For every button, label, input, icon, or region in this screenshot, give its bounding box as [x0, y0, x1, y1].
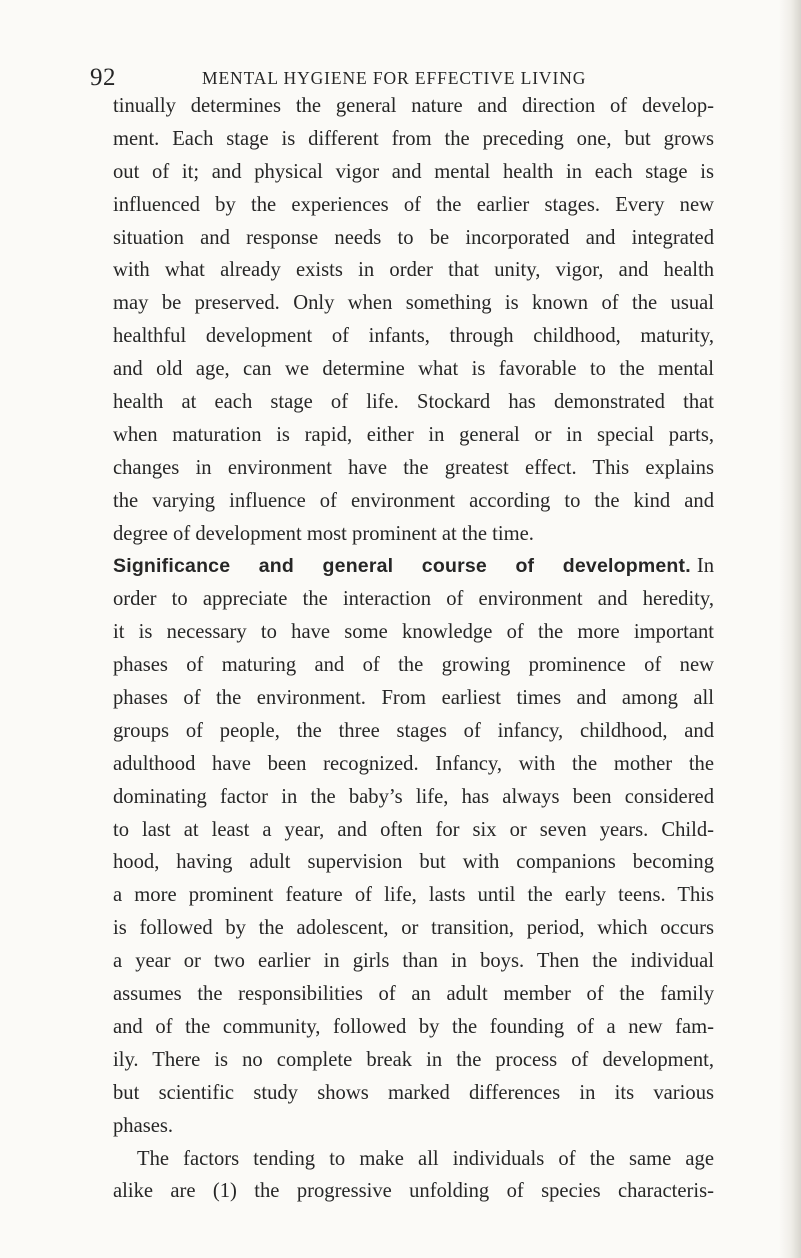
text-line: healthful development of infants, through childhood, maturity,: [113, 325, 714, 348]
section-heading-continuation: In: [696, 555, 714, 578]
text-line: with what already exists in order that unity, vigor, and health: [113, 259, 714, 282]
text-line: is followed by the adolescent, or transition, period, which occurs: [113, 917, 714, 940]
text-line: to last at least a year, and often for six or seven years. Child-: [113, 818, 714, 841]
section-heading: Significance and general course of development.: [113, 555, 691, 578]
text-line: adulthood have been recognized. Infancy, with the mother the: [113, 752, 714, 775]
text-line: a year or two earlier in girls than in boys. Then the individual: [113, 950, 714, 973]
text-line: The factors tending to make all individuals of the same age: [137, 1147, 714, 1170]
text-line: ment. Each stage is different from the preceding one, but grows: [113, 127, 714, 150]
text-line: a more prominent feature of life, lasts until the early teens. This: [113, 884, 714, 907]
text-line: hood, having adult supervision but with companions becoming: [113, 851, 714, 874]
body-text: [113, 90, 714, 1208]
text-line: degree of development most prominent at the time.: [113, 522, 534, 545]
text-line: phases of the environment. From earliest times and among all: [113, 687, 714, 710]
text-line: may be preserved. Only when something is known of the usual: [113, 292, 714, 315]
running-head: MENTAL HYGIENE FOR EFFECTIVE LIVING: [202, 68, 587, 88]
text-line: the varying influence of environment according to the kind and: [113, 489, 714, 512]
text-line: and old age, can we determine what is favorable to the mental: [113, 358, 714, 381]
text-line: alike are (1) the progressive unfolding of species characteris-: [113, 1180, 714, 1203]
text-line: it is necessary to have some knowledge of the more important: [113, 621, 714, 644]
text-line: order to appreciate the interaction of environment and heredity,: [113, 588, 714, 611]
text-line: phases.: [113, 1114, 174, 1137]
text-line: ily. There is no complete break in the process of development,: [113, 1048, 714, 1071]
text-line: groups of people, the three stages of infancy, childhood, and: [113, 719, 714, 742]
page-number: 92: [90, 64, 116, 91]
text-line: and of the community, followed by the founding of a new fam-: [113, 1015, 714, 1038]
text-line: but scientific study shows marked differences in its various: [113, 1081, 714, 1104]
text-line: dominating factor in the baby’s life, has always been considered: [113, 785, 714, 808]
text-line: assumes the responsibilities of an adult member of the family: [113, 983, 714, 1006]
text-line: out of it; and physical vigor and mental health in each stage is: [113, 160, 714, 183]
text-line: changes in environment have the greatest effect. This explains: [113, 456, 714, 479]
text-line: health at each stage of life. Stockard has demonstrated that: [113, 391, 714, 414]
text-line: when maturation is rapid, either in general or in special parts,: [113, 423, 714, 446]
text-line: phases of maturing and of the growing prominence of new: [113, 654, 714, 677]
text-line: influenced by the experiences of the earlier stages. Every new: [113, 193, 714, 216]
text-line: situation and response needs to be incorporated and integrated: [113, 226, 714, 249]
section-heading-line: [113, 550, 714, 583]
page-edge-shadow: [779, 0, 801, 1258]
text-line: tinually determines the general nature and direction of develop-: [113, 95, 714, 117]
page-header: [90, 63, 714, 93]
